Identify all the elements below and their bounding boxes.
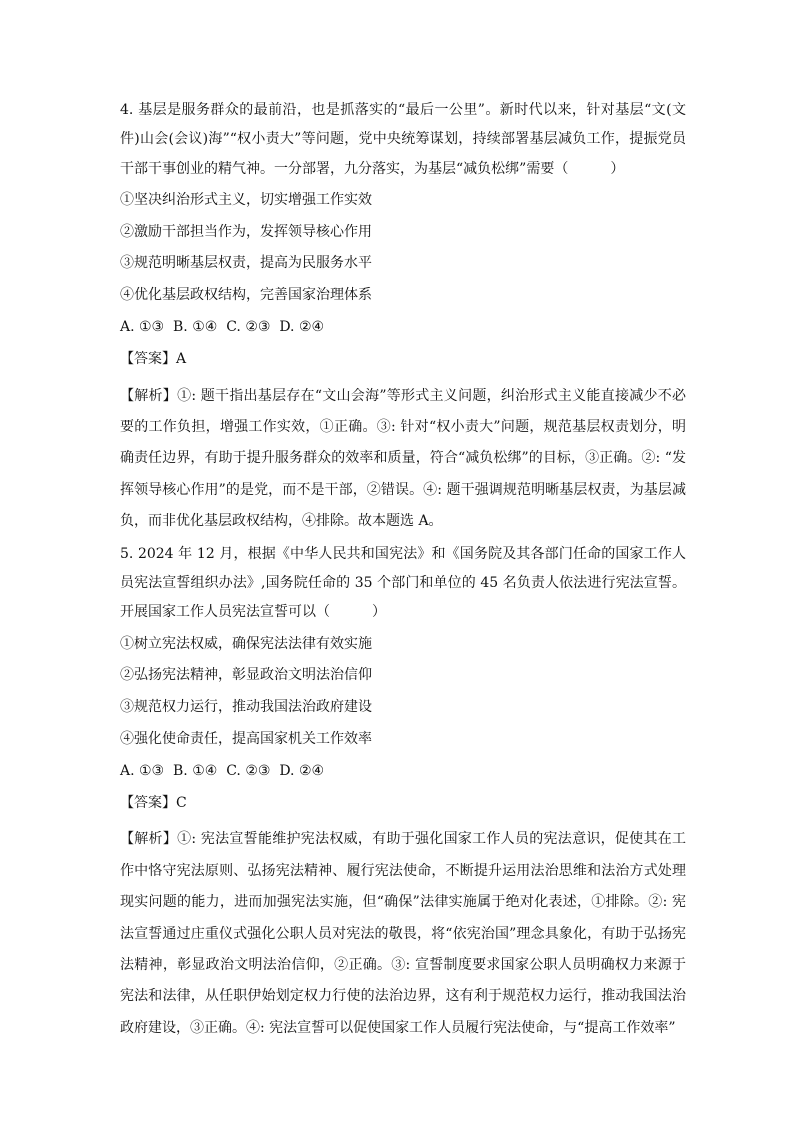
question-4-analysis xyxy=(120,381,686,538)
analysis-label: 【解析】 xyxy=(120,831,178,848)
question-4-stem-text: 4. 基层是服务群众的最前沿，也是抓落实的“最后一公里”。新时代以来，针对基层“文(文件)山会(会议)海”“权小责大”等问题，党中央统筹谋划，持续部署基层减负工作，提振党员干部干事创业的精气神。一分部署，九分落实，为基层“减负松绑”需要（ xyxy=(120,102,686,177)
question-5-option-4: ④强化使命责任，提高国家机关工作效率 xyxy=(120,730,372,747)
question-4-answer xyxy=(120,349,686,369)
answer-label: 【答案】 xyxy=(120,794,176,811)
question-4-option-4: ④优化基层政权结构，完善国家治理体系 xyxy=(120,287,372,304)
question-5-answer xyxy=(120,793,686,813)
question-5-stem-text: 5. 2024 年 12 月，根据《中华人民共和国宪法》和《国务院及其各部门任命的国家工作人员宪法宣誓组织办法》,国务院任命的 35 个部门和单位的 45 名负责人依法进行宪法宣誓。开展国家工作人员宪法宣誓可以（ xyxy=(120,545,686,621)
question-4-choices: A. ①③ B. ①④ C. ②③ D. ②④ xyxy=(120,319,325,336)
question-4-stem xyxy=(120,96,686,184)
question-5-choices: A. ①③ B. ①④ C. ②③ D. ②④ xyxy=(120,762,325,779)
question-5 xyxy=(120,540,686,1045)
document-page xyxy=(120,96,686,1044)
question-5-option-3: ③规范权力运行，推动我国法治政府建设 xyxy=(120,699,372,716)
question-4 xyxy=(120,96,686,538)
question-4-option-3: ③规范明晰基层权责，提高为民服务水平 xyxy=(120,255,372,272)
analysis-text: ①: 题干指出基层存在“文山会海”等形式主义问题，纠治形式主义能直接减少不必要的工作负担，增强工作实效，①正确。③: 针对“权小责大”问题，规范基层权责划分，明确责任边界，有助于提升服务群众的效率和质量，符合“减负松绑”的目标，③正确。②: “发挥领导核心作用”的是党，而不是干部，②错误。④: 题干强调规范明晰基层权责，为基层减负，而非优化基层政权结构，④排除。故本题选 A。 xyxy=(120,387,687,530)
analysis-text: ①: 宪法宣誓能维护宪法权威，有助于强化国家工作人员的宪法意识，促使其在工作中恪守宪法原则、弘扬宪法精神、履行宪法使命，不断提升运用法治思维和法治方式处理现实问题的能力，进而加强宪法实施，但“确保”法律实施属于绝对化表述，①排除。②: 宪法宣誓通过庄重仪式强化公职人员对宪法的敬畏，将“依宪治国”理念具象化，有助于弘扬宪法精神，彰显政治文明法治信仰，②正确。③: 宣誓制度要求国家公职人员明确权力来源于宪法和法律，从任职伊始划定权力行使的法治边界，这有利于规范权力运行，推动我国法治政府建设，③正确。④: 宪法宣誓可以促使国家工作人员履行宪法使命，与“提高工作效率” xyxy=(120,831,687,1036)
question-5-option-1: ①树立宪法权威，确保宪法法律有效实施 xyxy=(120,635,372,652)
answer-value: A xyxy=(176,350,187,367)
analysis-label: 【解析】 xyxy=(120,387,178,404)
question-5-analysis xyxy=(120,824,686,1044)
answer-value: C xyxy=(176,794,187,811)
question-4-option-2: ②激励干部担当作为，发挥领导核心作用 xyxy=(120,223,372,240)
question-5-stem xyxy=(120,540,686,628)
question-5-option-2: ②弘扬宪法精神，彰显政治文明法治信仰 xyxy=(120,667,372,684)
answer-label: 【答案】 xyxy=(120,350,176,367)
question-5-stem-close: ） xyxy=(372,604,386,621)
question-4-option-1: ①坚决纠治形式主义，切实增强工作实效 xyxy=(120,191,372,208)
question-4-stem-close: ） xyxy=(610,160,625,177)
